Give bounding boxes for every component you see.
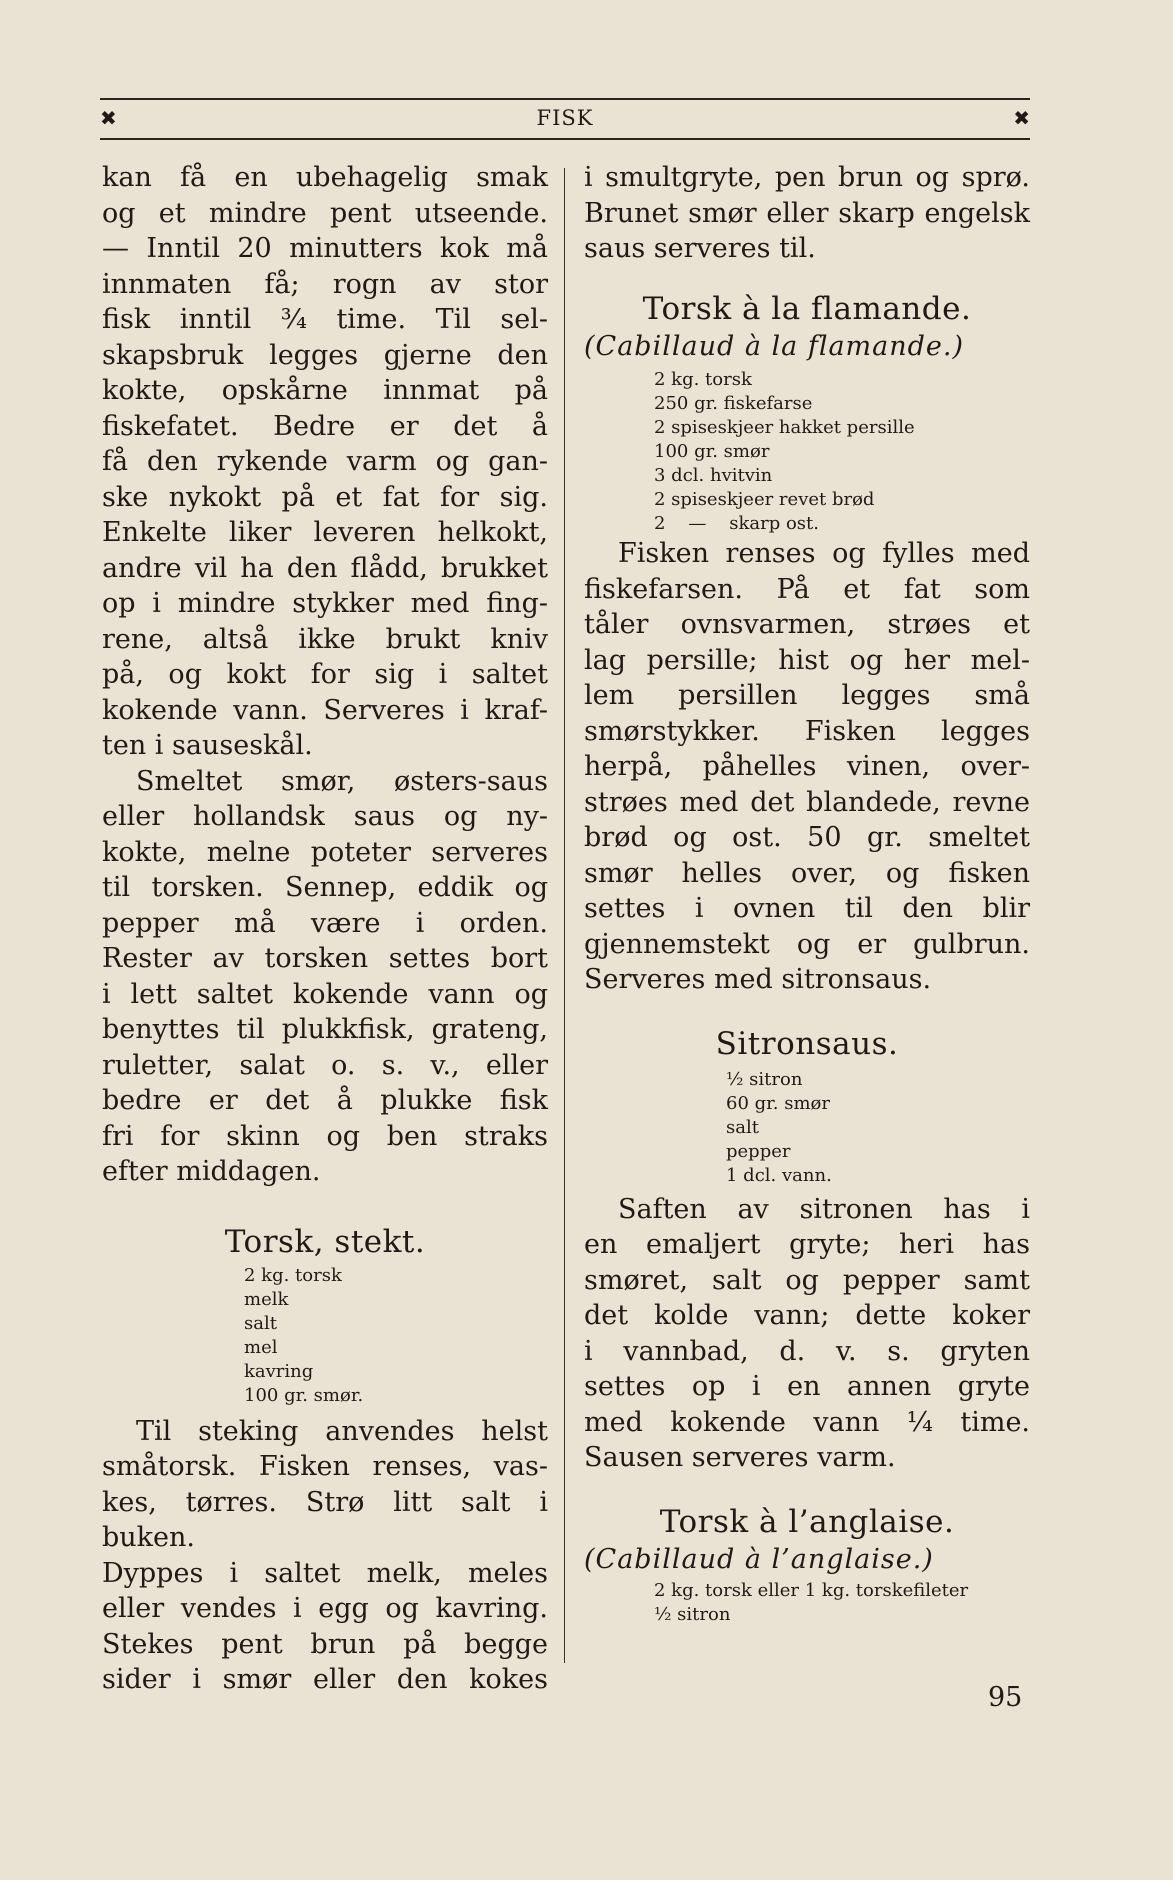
ingredient-item: 3 dcl. hvitvin — [654, 465, 773, 486]
recipe-subtitle-flamande: (Cabillaud à la flamande.) — [584, 330, 965, 362]
text-line: sider i smør eller den kokes — [102, 1664, 548, 1695]
recipe-title-sitronsaus: Sitronsaus. — [715, 1025, 899, 1062]
text-line: lem persillen legges små — [584, 680, 1030, 711]
text-line: op i mindre stykker med fing- — [102, 588, 548, 619]
ingredient-item: 100 gr. smør. — [244, 1384, 364, 1406]
ingredient-item: pepper — [726, 1140, 791, 1162]
text-line: smør helles over, og fisken — [584, 857, 1030, 889]
left-text-block — [102, 160, 548, 1190]
text-line: gjennemstekt og er gulbrun. — [584, 928, 1030, 960]
text-line: skapsbruk legges gjerne den — [102, 339, 548, 371]
text-line: kes, tørres. Strø litt salt i buken. — [102, 1486, 548, 1553]
text-line: få den rykende varm og gan- — [102, 446, 548, 477]
text-line: lag persille; hist og her mel- — [584, 644, 1030, 676]
torsk-stekt-text — [102, 1414, 548, 1698]
text-line: Enkelte liker leveren helkokt, — [102, 517, 548, 548]
ingredient-item: ½ sitron — [726, 1068, 803, 1090]
recipe-title-anglaise: Torsk à l’anglaise. — [659, 1503, 955, 1540]
text-line: innmaten få; rogn av stor — [102, 268, 548, 300]
ingredient-item: ½ sitron — [654, 1604, 731, 1625]
text-line: benyttes til plukkfisk, grateng, — [102, 1014, 548, 1045]
text-line: kokte, opskårne innmat på — [102, 375, 548, 406]
text-line: smøret, salt og pepper samt — [584, 1264, 1030, 1296]
text-line: og et mindre pent utseende. — [102, 197, 548, 229]
ingredient-item: 250 gr. fiskefarse — [654, 393, 813, 414]
ingredient-item: mel — [244, 1336, 278, 1358]
ingredient-item: 2 spiseskjeer hakket persille — [654, 417, 915, 438]
text-line: Saften av sitronen has i — [618, 1193, 1030, 1225]
text-line: Smeltet smør, østers-saus — [136, 765, 548, 797]
text-line: herpå, påhelles vinen, over- — [584, 751, 1030, 782]
text-line: brød og ost. 50 gr. smeltet — [584, 822, 1030, 853]
text-line: kokte, melne poteter serveres — [102, 836, 548, 868]
text-line: smørstykker. Fisken legges — [584, 715, 1030, 747]
recipe-subtitle-anglaise: (Cabillaud à l’anglaise.) — [584, 1543, 934, 1575]
text-line: andre vil ha den flådd, brukket — [102, 552, 548, 584]
text-line: Rester av torsken settes bort — [102, 943, 548, 974]
ornament-left: ✖ — [100, 106, 117, 130]
text-line: fiskefatet. Bedre er det å — [102, 410, 548, 442]
ingredient-list-sitronsaus — [726, 1068, 1030, 1188]
text-line: fri for skinn og ben straks — [102, 1120, 548, 1152]
text-line: pepper må være i orden. — [102, 907, 548, 939]
text-line: småtorsk. Fisken renses, vas- — [102, 1451, 548, 1482]
ingredient-item: melk — [244, 1288, 289, 1310]
ingredient-item: 100 gr. smør — [654, 441, 770, 462]
ingredient-item: 60 gr. smør — [726, 1092, 830, 1114]
right-column — [584, 160, 1030, 1627]
ingredient-item: 1 dcl. vann. — [726, 1164, 832, 1186]
recipe-title-torsk-stekt: Torsk, stekt. — [224, 1223, 426, 1260]
ingredient-item: salt — [244, 1312, 277, 1334]
text-line: i lett saltet kokende vann og — [102, 978, 548, 1010]
text-line: Fisken renses og fylles med — [618, 538, 1030, 569]
flamande-text — [584, 536, 1030, 998]
text-line: en emaljert gryte; heri has — [584, 1229, 1030, 1260]
ingredient-list-anglaise — [654, 1579, 1030, 1627]
text-line: på, og kokt for sig i saltet — [102, 659, 548, 690]
text-line: kan få en ubehagelig smak — [102, 162, 548, 193]
ingredient-list-torsk-stekt — [244, 1264, 548, 1408]
ingredient-item: salt — [726, 1116, 759, 1138]
text-line: strøes med det blandede, revne — [584, 786, 1030, 818]
ingredient-item: 2 kg. torsk — [244, 1264, 342, 1286]
ingredient-item: 2 — skarp ost. — [654, 513, 819, 534]
text-line: Stekes pent brun på begge — [102, 1628, 548, 1660]
text-line: fisk inntil ¾ time. Til sel- — [102, 304, 548, 335]
text-line: kokende vann. Serveres i kraf- — [102, 694, 548, 726]
running-header — [100, 98, 1030, 140]
text-line: settes i ovnen til den blir — [584, 893, 1030, 924]
text-line: Serveres med sitronsaus. — [584, 964, 932, 995]
recipe-title-flamande: Torsk à la flamande. — [642, 290, 972, 327]
text-line: ten i sauseskål. — [102, 730, 313, 761]
text-line: i smultgryte, pen brun og sprø. — [584, 162, 1030, 193]
left-column — [102, 160, 548, 1698]
text-line: til torsken. Sennep, eddik og — [102, 872, 548, 903]
text-line: efter middagen. — [102, 1156, 321, 1187]
text-line: Sausen serveres varm. — [584, 1442, 896, 1473]
sitronsaus-text — [584, 1192, 1030, 1476]
right-intro-text — [584, 160, 1030, 267]
text-line: eller vendes i egg og kavring. — [102, 1593, 548, 1624]
ingredient-item: kavring — [244, 1360, 314, 1382]
text-line: Dyppes i saltet melk, meles — [102, 1557, 548, 1589]
text-line: Brunet smør eller skarp engelsk — [584, 197, 1030, 229]
text-line: — Inntil 20 minutters kok må — [102, 233, 548, 264]
text-line: ruletter, salat o. s. v., eller — [102, 1049, 548, 1081]
text-line: ske nykokt på et fat for sig. — [102, 481, 548, 513]
ingredient-list-flamande — [654, 368, 1030, 536]
text-line: saus serveres til. — [584, 233, 816, 264]
ingredient-item: 2 kg. torsk eller 1 kg. torskefileter — [654, 1580, 969, 1601]
text-line: det kolde vann; dette koker — [584, 1300, 1030, 1331]
header-title: FISK — [536, 106, 594, 130]
page-number: 95 — [988, 1682, 1023, 1713]
ingredient-item: 2 spiseskjeer revet brød — [654, 489, 875, 510]
text-line: fiskefarsen. På et fat som — [584, 573, 1030, 605]
text-line: settes op i en annen gryte — [584, 1371, 1030, 1402]
text-line: Til steking anvendes helst — [136, 1415, 548, 1447]
text-line: eller hollandsk saus og ny- — [102, 801, 548, 832]
text-line: rene, altså ikke brukt kniv — [102, 623, 548, 655]
text-line: tåler ovnsvarmen, strøes et — [584, 609, 1030, 640]
text-line: med kokende vann ¼ time. — [584, 1406, 1030, 1438]
column-divider — [564, 168, 565, 1663]
text-line: i vannbad, d. v. s. gryten — [584, 1335, 1030, 1367]
ingredient-item: 2 kg. torsk — [654, 369, 752, 390]
ornament-right: ✖ — [1013, 106, 1030, 130]
text-line: bedre er det å plukke fisk — [102, 1085, 548, 1116]
